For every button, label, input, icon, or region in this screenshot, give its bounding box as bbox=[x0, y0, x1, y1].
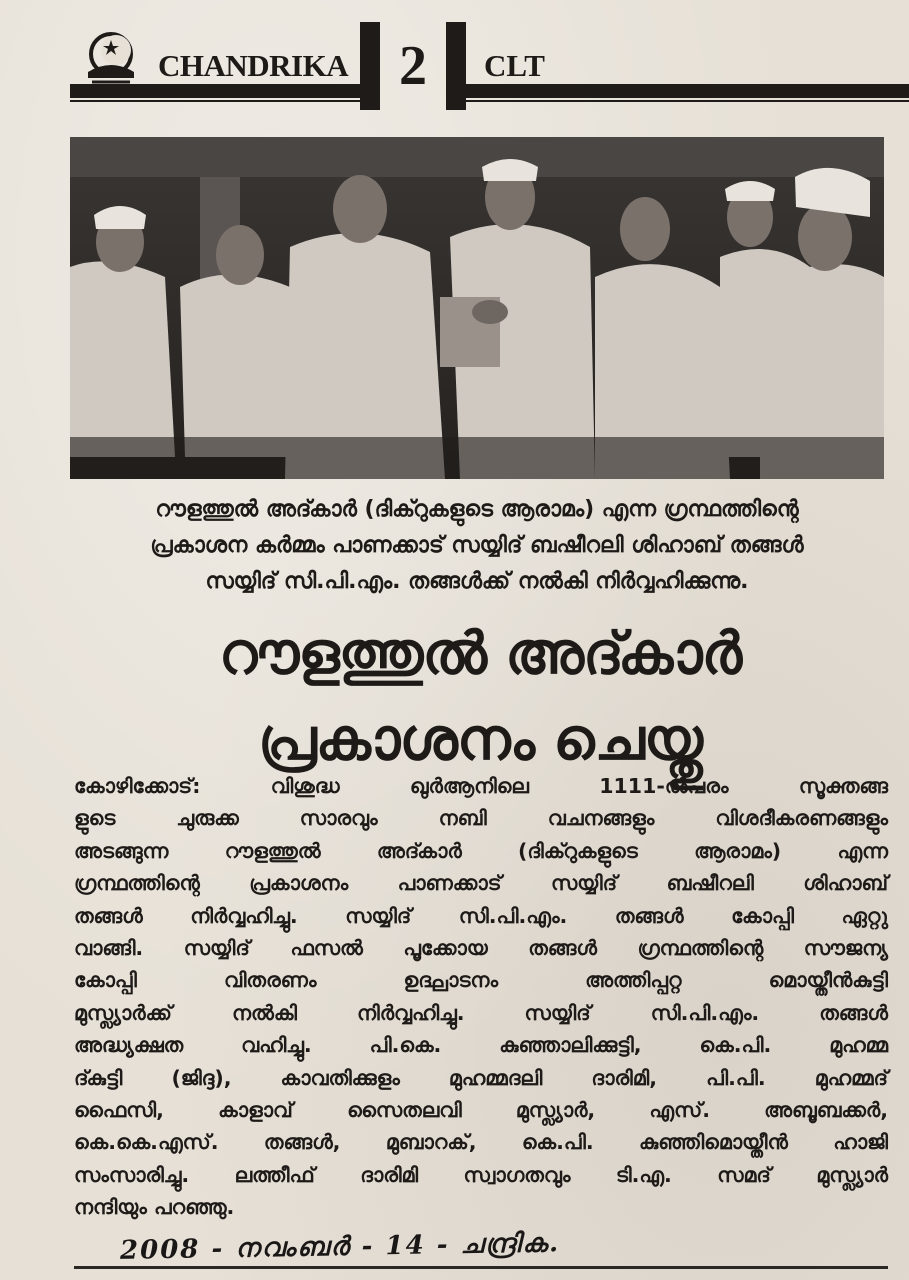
crescent-emblem-icon bbox=[80, 28, 142, 90]
masthead-rule-right bbox=[466, 84, 909, 98]
article-line: കോപ്പി വിതരണം ഉദ്ഘാടനം അത്തിപ്പറ്റ മൊയ്തീൻകുട്ടി bbox=[74, 968, 888, 993]
page-number-box bbox=[360, 22, 466, 110]
handwritten-date-note: 2008 - നവംബർ - 14 - ചന്ദ്രിക. bbox=[119, 1228, 561, 1266]
article-line: ളുടെ ചുരുക്ക സാരവും നബി വചനങ്ങളും വിശദീകരണങ്ങളും bbox=[74, 806, 888, 831]
article-line: ദ്കുട്ടി (ജിദ്ദ), കാവതിക്കുളം മുഹമ്മദലി ദാരിമി, പി.പി. മുഹമ്മദ് bbox=[74, 1065, 888, 1090]
masthead-rule-left-thin bbox=[70, 100, 360, 102]
article-line: അദ്ധ്യക്ഷത വഹിച്ചു. പി.കെ. കുഞ്ഞാലിക്കുട്ടി, കെ.പി. മുഹമ്മ bbox=[74, 1033, 888, 1058]
article-line: കോഴിക്കോട്: വിശുദ്ധ ഖുർആനിലെ 1111-ൽപരം സൂക്തങ്ങ bbox=[74, 774, 888, 798]
article-line: സംസാരിച്ചു. ലത്തീഫ് ദാരിമി സ്വാഗതവും ടി.എ. സമദ് മുസ്ല്യാർ bbox=[74, 1162, 888, 1187]
photo-caption bbox=[70, 492, 884, 600]
article-line: തങ്ങൾ നിർവ്വഹിച്ചു. സയ്യിദ് സി.പി.എം. തങ്ങൾ കോപ്പി ഏറ്റു bbox=[74, 903, 888, 928]
news-photo-image bbox=[70, 137, 884, 479]
article-line: മുസ്ല്യാർക്ക് നൽകി നിർവ്വഹിച്ചു. സയ്യിദ് സി.പി.എം. തങ്ങൾ bbox=[74, 1000, 888, 1025]
headline bbox=[80, 610, 880, 782]
bottom-rule bbox=[74, 1266, 888, 1269]
caption-line: സയ്യിദ് സി.പി.എം. തങ്ങൾക്ക് നൽകി നിർവ്വഹിക്കുന്നു. bbox=[205, 569, 749, 594]
edition-code: CLT bbox=[484, 48, 545, 83]
masthead bbox=[70, 18, 909, 110]
newspaper-brand: CHANDRIKA bbox=[158, 48, 349, 83]
article-line: വാങ്ങി. സയ്യിദ് ഫസൽ പൂക്കോയ തങ്ങൾ ഗ്രന്ഥത്തിന്റെ സൗജന്യ bbox=[74, 936, 888, 961]
page-number: 2 bbox=[399, 35, 427, 97]
article-body bbox=[74, 770, 888, 1224]
article-line: ഗ്രന്ഥത്തിന്റെ പ്രകാശനം പാണക്കാട് സയ്യിദ് ബഷീറലി ശിഹാബ് bbox=[74, 871, 888, 896]
headline-line: പ്രകാശനം ചെയ്തു bbox=[258, 705, 702, 773]
headline-line: റൗളത്തുൽ അദ്കാർ bbox=[218, 619, 742, 687]
caption-line: റൗളത്തുൽ അദ്കാർ (ദിക്റുകളുടെ ആരാമം) എന്ന ഗ്രന്ഥത്തിന്റെ bbox=[155, 497, 799, 522]
masthead-rule-right-thin bbox=[466, 100, 909, 102]
article-line: അടങ്ങുന്ന റൗളത്തുൽ അദ്കാർ (ദിക്റുകളുടെ ആരാമം) എന്ന bbox=[74, 838, 888, 863]
caption-line: പ്രകാശന കർമ്മം പാണക്കാട് സയ്യിദ് ബഷീറലി ശിഹാബ് തങ്ങൾ bbox=[150, 533, 804, 558]
masthead-rule-left bbox=[70, 84, 360, 98]
article-line: നന്ദിയും പറഞ്ഞു. bbox=[74, 1195, 235, 1220]
article-line: ഫൈസി, കാളാവ് സൈതലവി മുസ്ല്യാർ, എസ്. അബൂബക്കർ, bbox=[74, 1098, 888, 1123]
page-bar-left bbox=[360, 22, 380, 110]
article-line: കെ.കെ.എസ്. തങ്ങൾ, മുബാറക്, കെ.പി. കുഞ്ഞിമൊയ്തീൻ ഹാജി bbox=[74, 1130, 888, 1155]
page-bar-right bbox=[446, 22, 466, 110]
